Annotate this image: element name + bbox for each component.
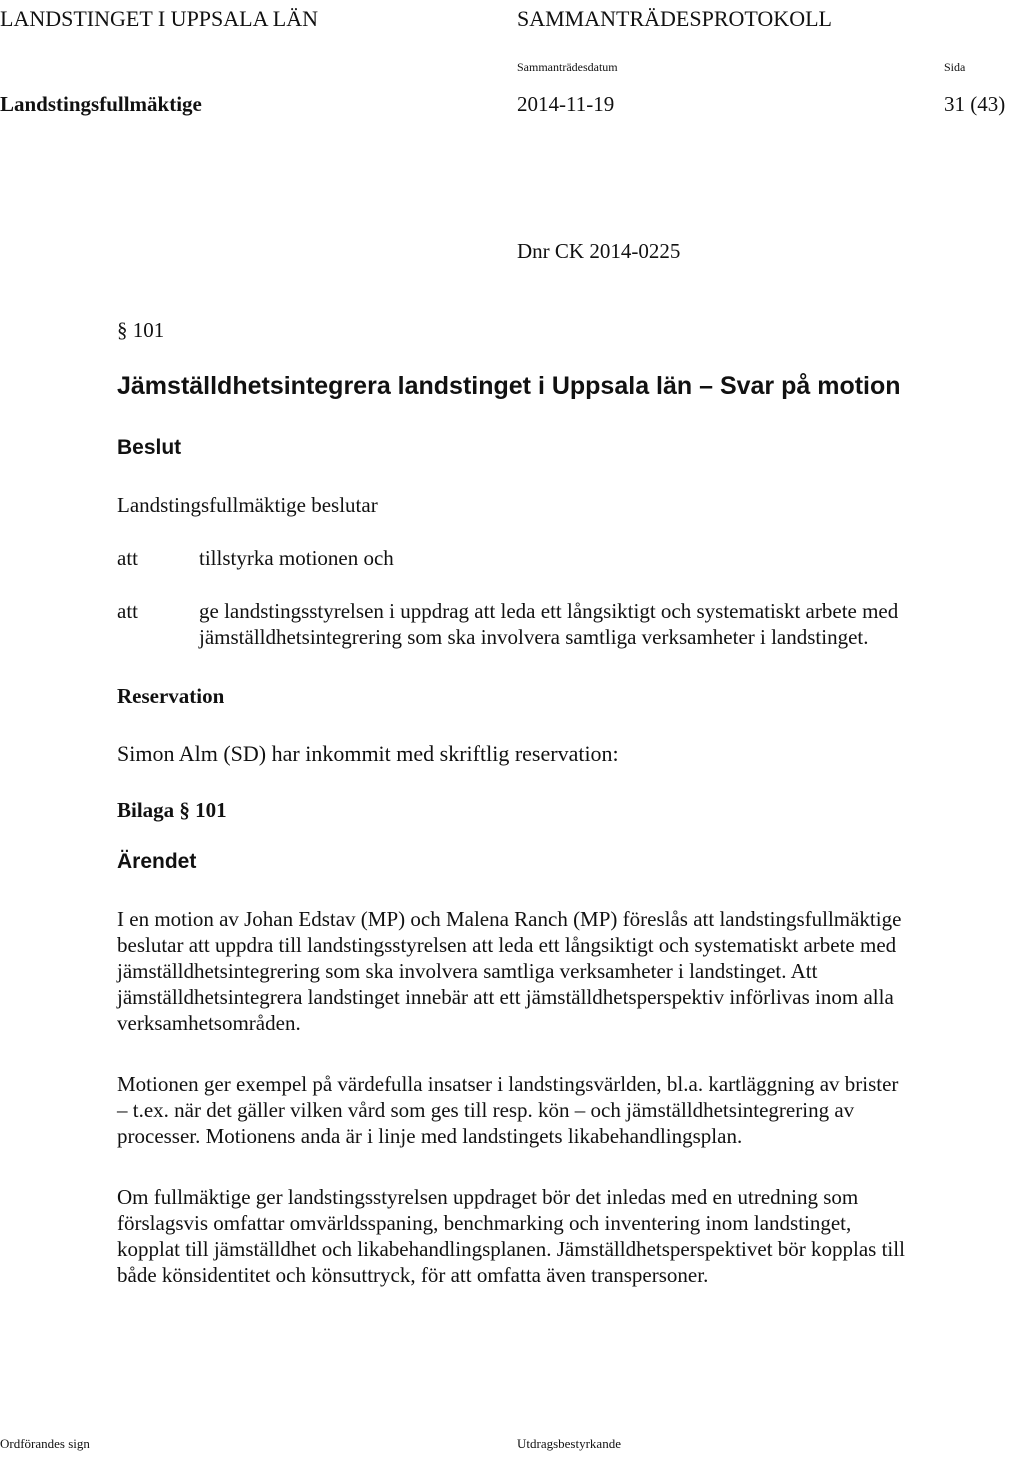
reservation-text: Simon Alm (SD) har inkommit med skriftlig reservation: — [117, 741, 619, 766]
chair-signature-label: Ordförandes sign — [0, 1436, 90, 1451]
arendet-heading: Ärendet — [117, 850, 197, 873]
decision-prefix: att — [117, 546, 138, 570]
page-title: Jämställdhetsintegrera landstinget i Uppsala län – Svar på motion — [117, 372, 901, 400]
beslut-intro: Landstingsfullmäktige beslutar — [117, 493, 378, 517]
paragraph-line: kopplat till jämställdhet och likabehandlingsplanen. Jämställdhetsperspektivet bör kopplas till — [117, 1237, 905, 1261]
date-label: Sammanträdesdatum — [517, 60, 618, 74]
beslut-heading: Beslut — [117, 436, 182, 459]
paragraph-line: processer. Motionens anda är i linje med landstingets likabehandlingsplan. — [117, 1124, 743, 1148]
paragraph-line: – t.ex. när det gäller vilken vård som ges till resp. kön – och jämställdhetsintegrering av — [117, 1098, 855, 1122]
paragraph-line: Motionen ger exempel på värdefulla insatser i landstingsvärlden, bl.a. kartläggning av brister — [117, 1072, 899, 1096]
paragraph-line: jämställdhetsintegrera landstinget innebär att ett jämställdhetsperspektiv införlivas inom alla — [117, 985, 894, 1009]
page-label: Sida — [944, 60, 966, 74]
paragraph-line: både könsidentitet och könsuttryck, för att omfatta även transpersoner. — [117, 1263, 709, 1287]
paragraph-line: beslutar att uppdra till landstingsstyrelsen att leda ett långsiktigt och systematiskt arbete med — [117, 933, 897, 957]
paragraph-line: I en motion av Johan Edstav (MP) och Malena Ranch (MP) föreslås att landstingsfullmäktige — [117, 907, 902, 931]
decision-item-line: jämställdhetsintegrering som ska involvera samtliga verksamheter i landstinget. — [199, 625, 869, 649]
decision-prefix: att — [117, 599, 138, 623]
page-number: 31 (43) — [944, 92, 1006, 116]
arendet-paragraph — [117, 906, 1022, 1036]
attachment-reference: Bilaga § 101 — [117, 798, 227, 822]
reservation-heading: Reservation — [117, 684, 225, 708]
paragraph-line: jämställdhetsintegrering som ska involvera samtliga verksamheter i landstinget. Att — [117, 959, 818, 983]
paragraph-line: Om fullmäktige ger landstingsstyrelsen uppdraget bör det inledas med en utredning som — [117, 1185, 859, 1209]
decision-item-line: ge landstingsstyrelsen i uppdrag att leda ett långsiktigt och systematiskt arbete med — [199, 599, 899, 623]
decision-item-line: tillstyrka motionen och — [199, 546, 394, 570]
section-number: § 101 — [117, 318, 165, 342]
arendet-paragraph — [117, 1184, 1022, 1288]
case-number: Dnr CK 2014-0225 — [517, 239, 681, 263]
arendet-paragraph — [117, 1071, 1022, 1149]
certification-label: Utdragsbestyrkande — [517, 1436, 621, 1451]
document-type: SAMMANTRÄDESPROTOKOLL — [517, 6, 832, 31]
meeting-body: Landstingsfullmäktige — [0, 92, 202, 116]
paragraph-line: verksamhetsområden. — [117, 1011, 301, 1035]
paragraph-line: förslagsvis omfattar omvärldsspaning, benchmarking och inventering inom landstinget, — [117, 1211, 852, 1235]
org-name: LANDSTINGET I UPPSALA LÄN — [0, 6, 318, 31]
meeting-date: 2014-11-19 — [517, 92, 615, 116]
